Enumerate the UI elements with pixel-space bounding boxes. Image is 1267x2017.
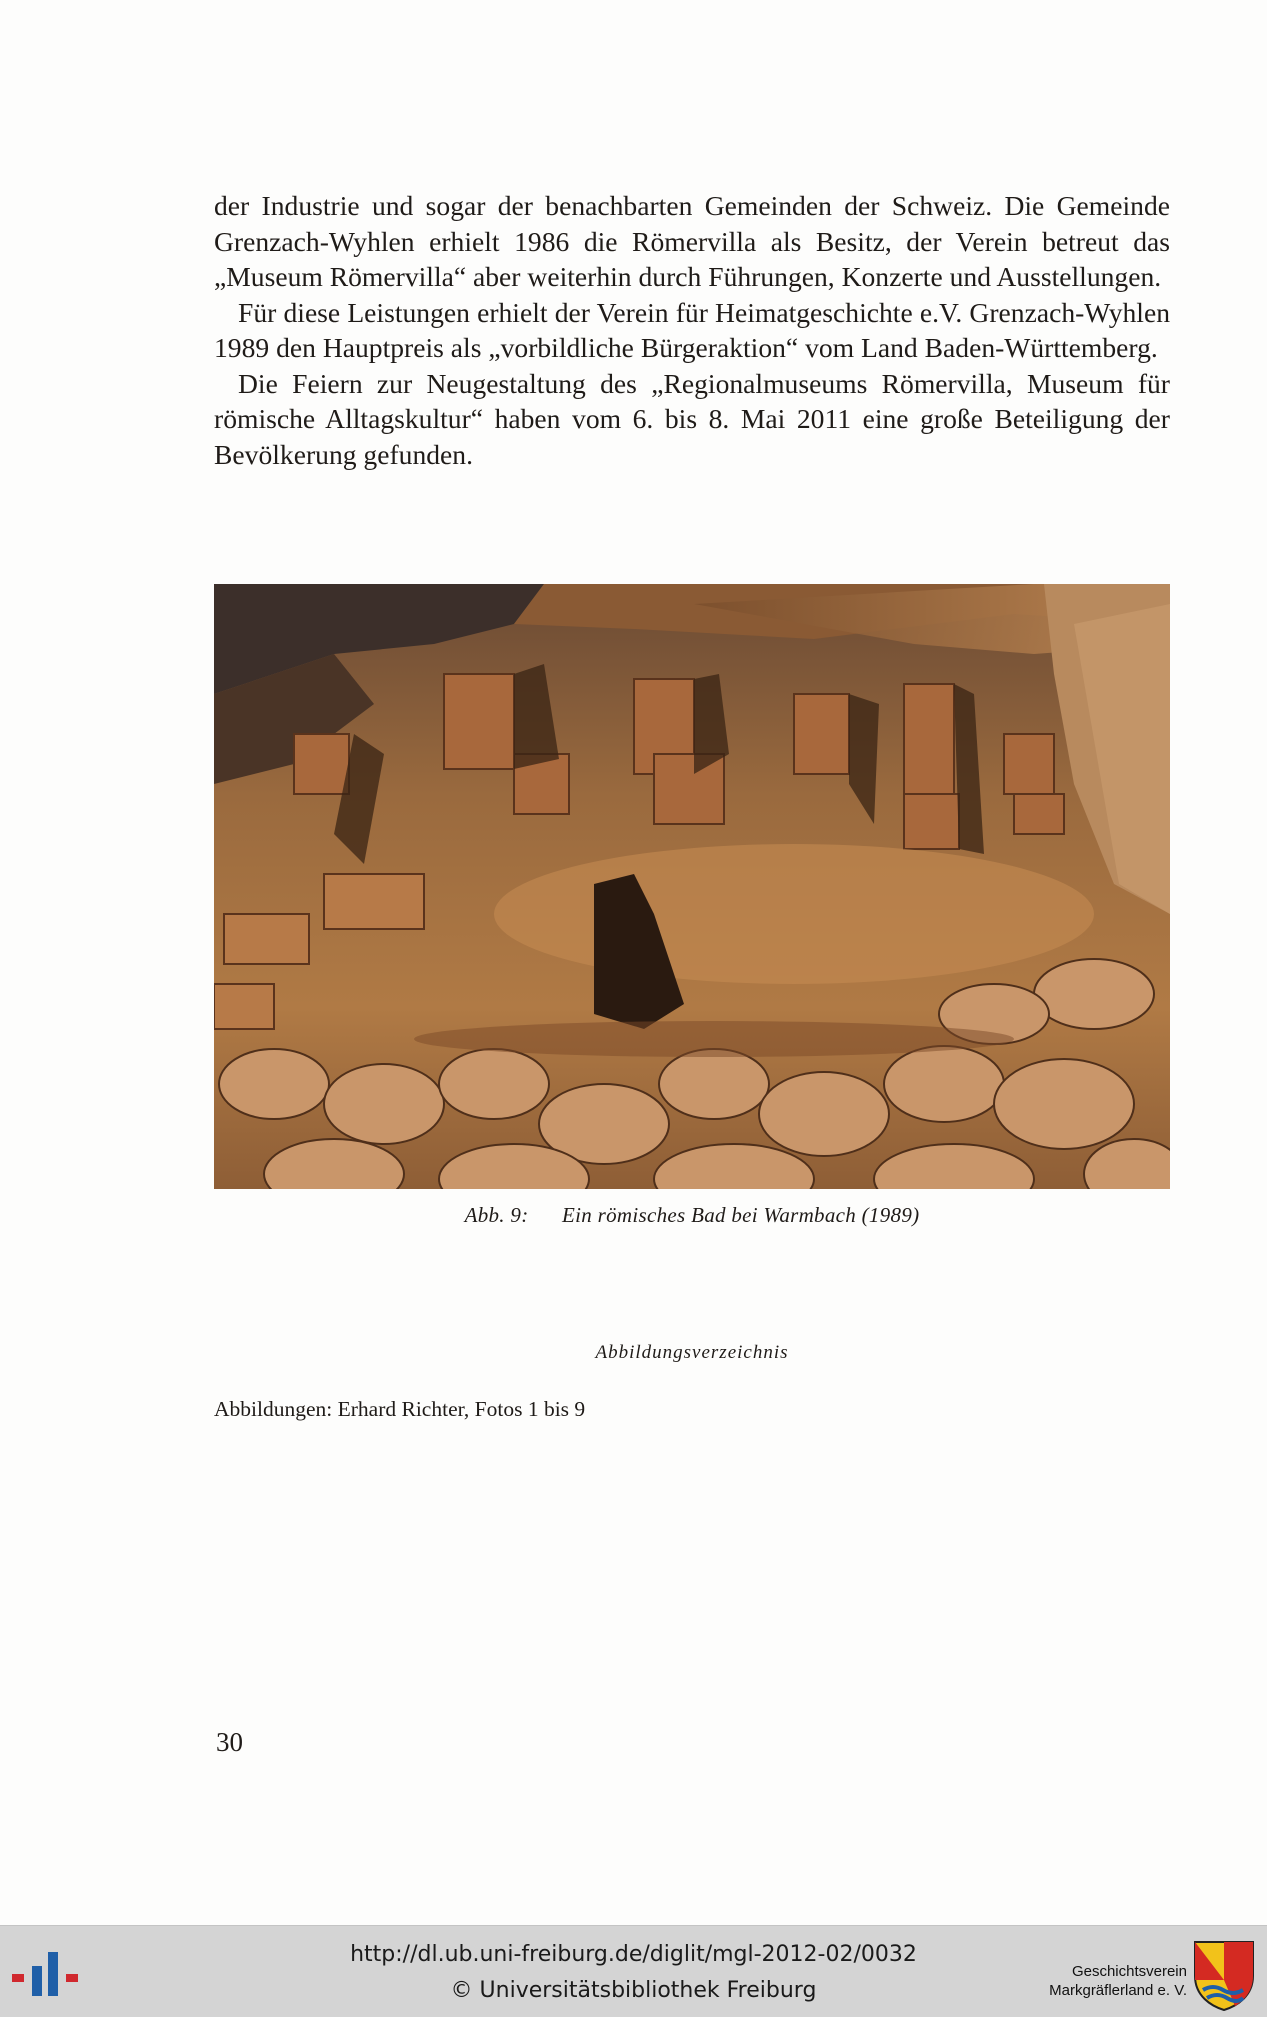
source-url-link[interactable]: http://dl.ub.uni-freiburg.de/diglit/mgl-2012-02/0032: [350, 1942, 917, 1967]
list-of-figures-heading: Abbildungsverzeichnis: [595, 1342, 789, 1363]
society-line-2: Markgräflerland e. V.: [1049, 1982, 1187, 1999]
body-text: [214, 188, 1170, 472]
page-number: 30: [216, 1727, 243, 1757]
society-line-1: Geschichtsverein: [1071, 1963, 1187, 1980]
paragraph-3: Die Feiern zur Neugestaltung des „Regionalmuseums Römervilla, Museum für römische Alltagskultur“ haben vom 6. bis 8. Mai 2011 eine große Beteiligung der Bevölkerung gefunden.: [214, 367, 1170, 470]
coat-of-arms-icon: [1193, 1940, 1255, 2012]
paragraph-2: Für diese Leistungen erhielt der Verein für Heimatgeschichte e.V. Grenzach-Wyhlen 1989 den Hauptpreis als „vorbildliche Bürgeraktion“ vom Land Baden-Württemberg.: [214, 296, 1170, 363]
figure-caption-text: Ein römisches Bad bei Warmbach (1989): [562, 1203, 920, 1227]
paragraph-1: der Industrie und sogar der benachbarten Gemeinden der Schweiz. Die Gemeinde Grenzach-Wyhlen erhielt 1986 die Römervilla als Besitz, der Verein betreut das „Museum Römervilla“ aber weiterhin durch Führungen, Konzerte und Ausstellungen.: [214, 190, 1170, 292]
figure-credits: Abbildungen: Erhard Richter, Fotos 1 bis 9: [214, 1397, 586, 1421]
figure-caption: [214, 1203, 1170, 1228]
society-name: [1049, 1962, 1187, 2000]
footer-bar: [0, 1925, 1267, 2017]
copyright-text: © Universitätsbibliothek Freiburg: [450, 1978, 817, 2003]
excavation-photo: [214, 584, 1170, 1189]
roman-bath-photo: [214, 584, 1170, 1189]
figure-number: Abb. 9:: [464, 1203, 529, 1227]
